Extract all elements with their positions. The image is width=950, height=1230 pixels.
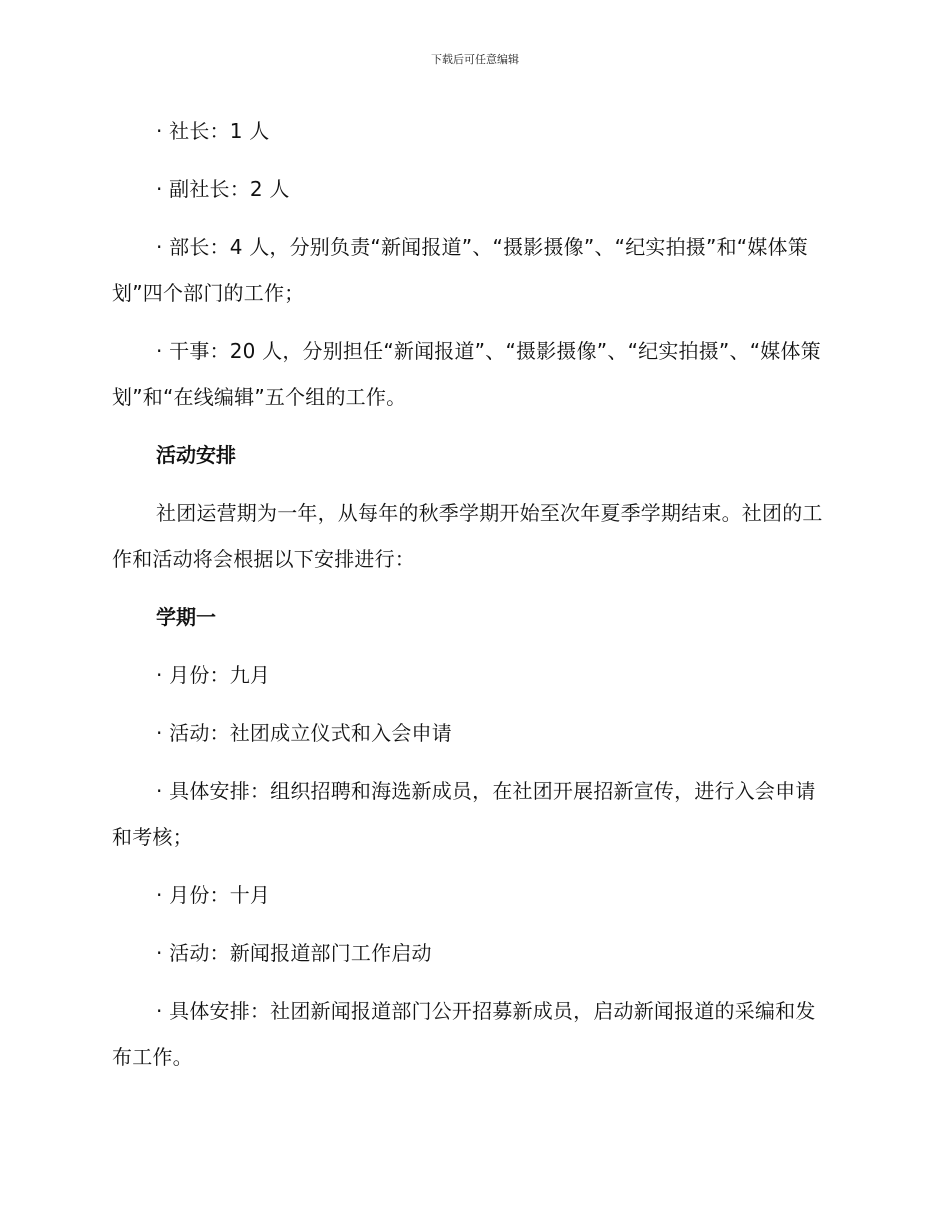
activity-heading: 活动安排 — [156, 443, 236, 467]
role-vice-president: · 副社长：2 人 — [156, 177, 290, 201]
term1-activity-oct: · 活动：新闻报道部门工作启动 — [156, 941, 432, 965]
term1-activity-sep: · 活动：社团成立仪式和入会申请 — [156, 721, 452, 745]
role-staff: · 干事：20 人，分别担任“新闻报道”、“摄影摄像”、“纪实拍摄”、“媒体策划”和“在线编辑”五个组的工作。 — [112, 339, 821, 409]
document-body — [112, 108, 832, 1080]
activity-intro: 社团运营期为一年，从每年的秋季学期开始至次年夏季学期结束。社团的工作和活动将会根据以下安排进行： — [112, 501, 823, 571]
term1-details-sep: · 具体安排：组织招聘和海选新成员，在社团开展招新宣传，进行入会申请和考核； — [112, 779, 816, 849]
term1-details-oct: · 具体安排：社团新闻报道部门公开招募新成员，启动新闻报道的采编和发布工作。 — [112, 999, 816, 1069]
term1-heading: 学期一 — [156, 605, 216, 629]
role-department-head: · 部长：4 人，分别负责“新闻报道”、“摄影摄像”、“纪实拍摄”和“媒体策划”四个部门的工作； — [112, 235, 808, 305]
page-header: 下载后可任意编辑 — [431, 53, 519, 66]
term1-month-sep: · 月份：九月 — [156, 663, 271, 687]
role-president: · 社长：1 人 — [156, 119, 270, 143]
term1-month-oct: · 月份：十月 — [156, 883, 271, 907]
